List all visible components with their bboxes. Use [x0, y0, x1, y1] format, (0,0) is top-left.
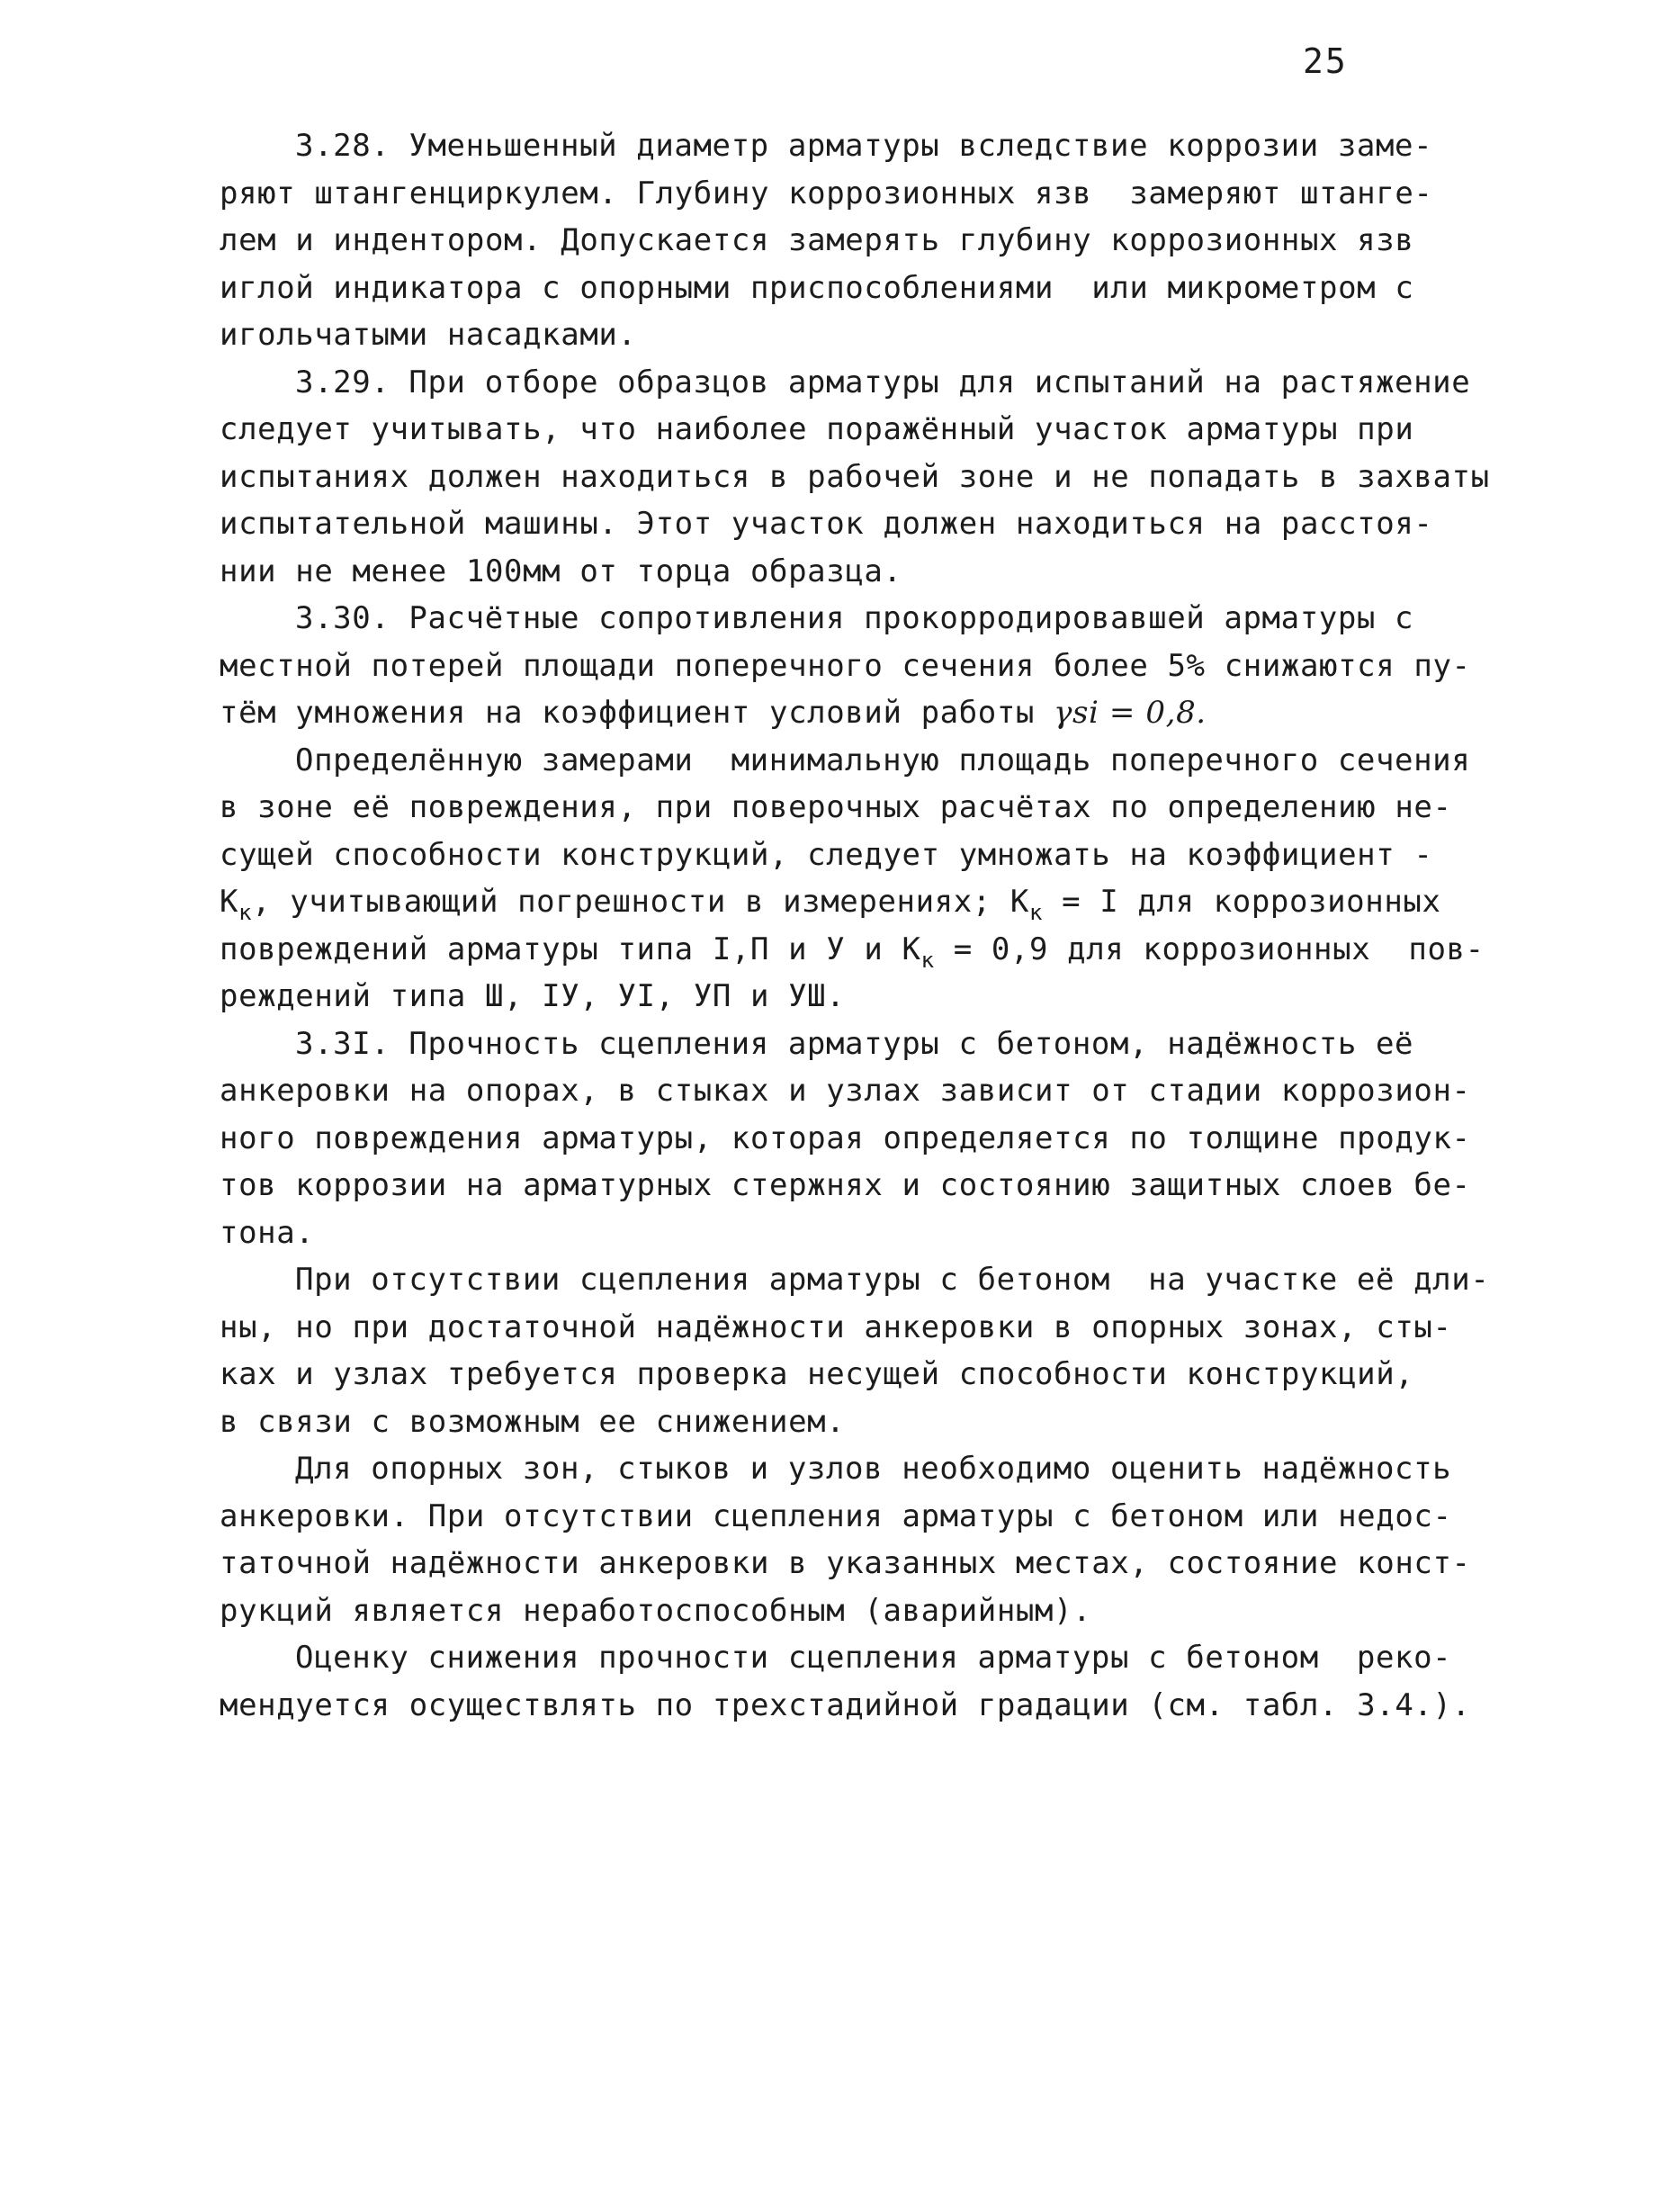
- handwritten-formula: γsi = 0,8.: [1054, 695, 1207, 731]
- text-fragment: = 0,9 для коррозионных пов-: [934, 931, 1485, 967]
- text-line: рукций является неработоспособным (аварийным).: [220, 1592, 1092, 1629]
- text-line: [220, 878, 1497, 926]
- text-line: 3.3I. Прочность сцепления арматуры с бетоном, надёжность её: [295, 1025, 1414, 1062]
- coefficient-subscript: к: [1029, 900, 1044, 925]
- text-line: таточной надёжности анкеровки в указанных местах, состояние конст-: [220, 1545, 1471, 1581]
- document-body: [220, 122, 1497, 1729]
- coefficient-subscript: к: [920, 947, 935, 973]
- text-line: в зоне её повреждения, при поверочных расчётах по определению не-: [220, 789, 1452, 825]
- paragraph-3-30: [220, 595, 1497, 737]
- text-line: ны, но при достаточной надёжности анкеровки в опорных зонах, сты-: [220, 1308, 1452, 1345]
- text-line: ного повреждения арматуры, которая определяется по толщине продук-: [220, 1119, 1471, 1156]
- text-line: ках и узлах требуется проверка несущей способности конструкций,: [220, 1356, 1414, 1392]
- text-line: испытательной машины. Этот участок должен находиться на расстоя-: [220, 506, 1433, 542]
- text-line: следует учитывать, что наиболее поражённый участок арматуры при: [220, 411, 1414, 447]
- text-line: анкеровки. При отсутствии сцепления арматуры с бетоном или недос-: [220, 1497, 1452, 1534]
- paragraph-bond-absence: [220, 1256, 1497, 1445]
- paragraph-support-zones: [220, 1445, 1497, 1634]
- text-line: Оценку снижения прочности сцепления арматуры с бетоном реко-: [295, 1640, 1452, 1676]
- text-line: 3.29. При отборе образцов арматуры для испытаний на растяжение: [295, 364, 1471, 400]
- text-line: игольчатыми насадками.: [220, 317, 637, 353]
- text-fragment: повреждений арматуры типа I,П и У и К: [220, 931, 921, 967]
- coefficient-symbol: К: [220, 884, 239, 920]
- coefficient-subscript: к: [238, 900, 253, 925]
- text-line: ряют штангенциркулем. Глубину коррозионных язв замеряют штанге-: [220, 175, 1433, 211]
- text-line: 3.28. Уменьшенный диаметр арматуры вследствие коррозии заме-: [295, 128, 1433, 164]
- text-line: Для опорных зон, стыков и узлов необходимо оценить надёжность: [295, 1451, 1452, 1487]
- text-line: 3.30. Расчётные сопротивления прокорродировавшей арматуры с: [295, 600, 1414, 636]
- text-fragment: = I для коррозионных: [1043, 884, 1441, 920]
- text-line: мендуется осуществлять по трехстадийной градации (см. табл. 3.4.).: [220, 1686, 1471, 1723]
- paragraph-3-29: [220, 359, 1497, 596]
- text-line: испытаниях должен находиться в рабочей зоне и не попадать в захваты: [220, 458, 1490, 495]
- text-line: реждений типа Ш, IУ, УI, УП и УШ.: [220, 978, 846, 1014]
- text-line: лем и индентором. Допускается замерять глубину коррозионных язв: [220, 222, 1414, 258]
- paragraph-cross-section: [220, 737, 1497, 1021]
- page-number: 25: [1303, 41, 1348, 81]
- paragraph-3-31: [220, 1021, 1497, 1257]
- paragraph-bond-assessment: [220, 1634, 1497, 1729]
- paragraph-3-28: [220, 122, 1497, 359]
- text-line: сущей способности конструкций, следует умножать на коэффициент -: [220, 836, 1433, 873]
- text-line: в связи с возможным ее снижением.: [220, 1403, 846, 1440]
- text-line: местной потерей площади поперечного сечения более 5% снижаются пу-: [220, 647, 1471, 684]
- text-line: При отсутствии сцепления арматуры с бетоном на участке её дли-: [295, 1262, 1490, 1298]
- text-line: анкеровки на опорах, в стыках и узлах зависит от стадии коррозион-: [220, 1073, 1471, 1109]
- text-line: тона.: [220, 1214, 315, 1251]
- text-line: Определённую замерами минимальную площадь поперечного сечения: [295, 742, 1471, 778]
- text-line: [220, 926, 1497, 974]
- text-line: иглой индикатора с опорными приспособлениями или микрометром с: [220, 269, 1414, 306]
- text-fragment: тём умножения на коэффициент условий работы: [220, 695, 1054, 731]
- text-fragment: , учитывающий погрешности в измерениях; К: [252, 884, 1029, 920]
- text-line: [220, 689, 1497, 737]
- text-line: тов коррозии на арматурных стержнях и состоянию защитных слоев бе-: [220, 1167, 1471, 1203]
- text-line: нии не менее 100мм от торца образца.: [220, 553, 902, 589]
